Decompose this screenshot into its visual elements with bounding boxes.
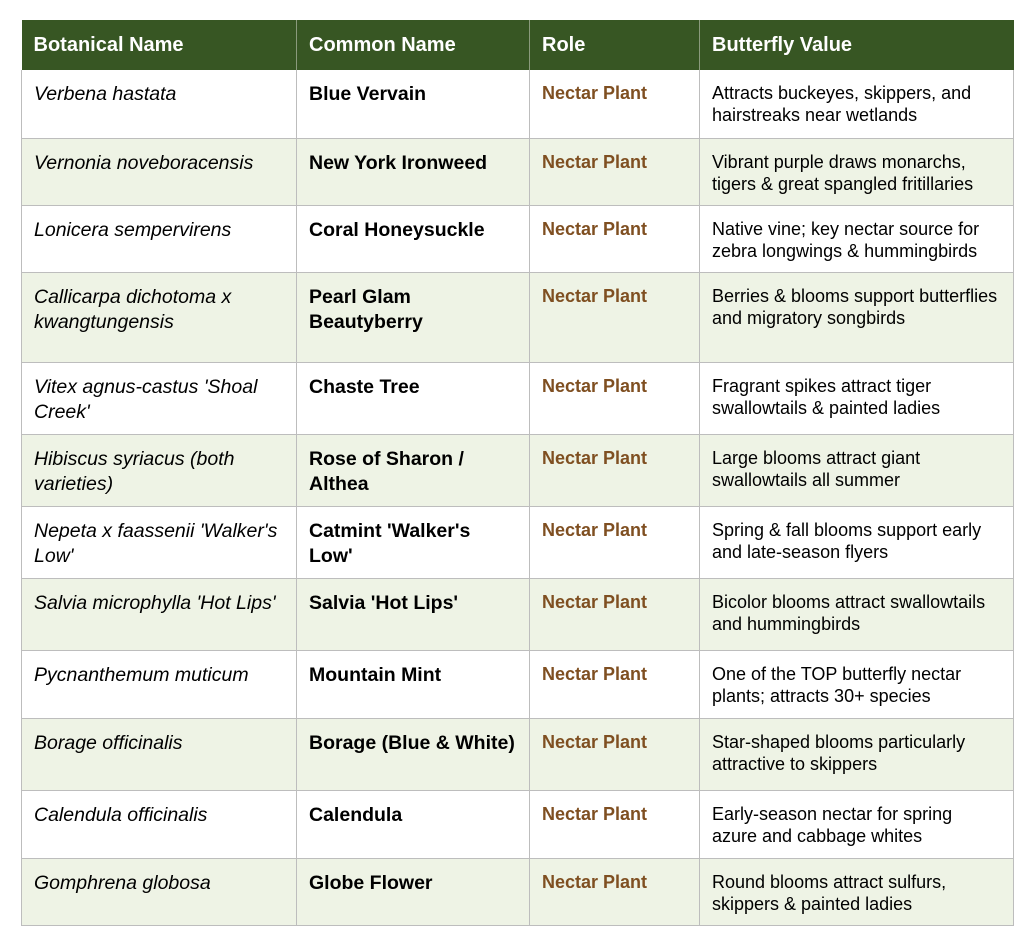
- butterfly-value-cell: Vibrant purple draws monarchs, tigers & great spangled fritillaries: [700, 138, 1014, 205]
- table-row: [22, 272, 1014, 362]
- table-body: [22, 70, 1014, 925]
- role-cell: Nectar Plant: [530, 138, 700, 205]
- role-cell: Nectar Plant: [530, 362, 700, 434]
- butterfly-plant-table: [21, 20, 1014, 926]
- role-cell: Nectar Plant: [530, 70, 700, 138]
- botanical-name-cell: Lonicera sempervirens: [22, 205, 297, 272]
- common-name-cell: Rose of Sharon / Althea: [297, 434, 530, 506]
- butterfly-value-cell: Early-season nectar for spring azure and cabbage whites: [700, 790, 1014, 858]
- botanical-name-cell: Verbena hastata: [22, 70, 297, 138]
- butterfly-value-cell: Star-shaped blooms particularly attractive to skippers: [700, 718, 1014, 790]
- header-common-name: Common Name: [297, 20, 530, 70]
- header-role: Role: [530, 20, 700, 70]
- common-name-cell: Mountain Mint: [297, 650, 530, 718]
- botanical-name-cell: Pycnanthemum muticum: [22, 650, 297, 718]
- butterfly-value-cell: Large blooms attract giant swallowtails all summer: [700, 434, 1014, 506]
- role-cell: Nectar Plant: [530, 578, 700, 650]
- common-name-cell: Catmint 'Walker's Low': [297, 506, 530, 578]
- table-row: [22, 362, 1014, 434]
- botanical-name-cell: Callicarpa dichotoma x kwangtungensis: [22, 272, 297, 362]
- table-header: [22, 20, 1014, 70]
- botanical-name-cell: Salvia microphylla 'Hot Lips': [22, 578, 297, 650]
- role-cell: Nectar Plant: [530, 272, 700, 362]
- butterfly-value-cell: Round blooms attract sulfurs, skippers & painted ladies: [700, 858, 1014, 925]
- table-row: [22, 506, 1014, 578]
- role-cell: Nectar Plant: [530, 790, 700, 858]
- role-cell: Nectar Plant: [530, 718, 700, 790]
- table-row: [22, 434, 1014, 506]
- butterfly-value-cell: Spring & fall blooms support early and late-season flyers: [700, 506, 1014, 578]
- botanical-name-cell: Borage officinalis: [22, 718, 297, 790]
- butterfly-value-cell: Native vine; key nectar source for zebra longwings & hummingbirds: [700, 205, 1014, 272]
- butterfly-value-cell: Fragrant spikes attract tiger swallowtails & painted ladies: [700, 362, 1014, 434]
- role-cell: Nectar Plant: [530, 434, 700, 506]
- botanical-name-cell: Hibiscus syriacus (both varieties): [22, 434, 297, 506]
- butterfly-value-cell: Berries & blooms support butterflies and migratory songbirds: [700, 272, 1014, 362]
- table-row: [22, 858, 1014, 925]
- botanical-name-cell: Vernonia noveboracensis: [22, 138, 297, 205]
- role-cell: Nectar Plant: [530, 650, 700, 718]
- header-row: [22, 20, 1014, 70]
- botanical-name-cell: Gomphrena globosa: [22, 858, 297, 925]
- common-name-cell: Coral Honeysuckle: [297, 205, 530, 272]
- common-name-cell: Borage (Blue & White): [297, 718, 530, 790]
- table-row: [22, 790, 1014, 858]
- common-name-cell: Chaste Tree: [297, 362, 530, 434]
- header-botanical-name: Botanical Name: [22, 20, 297, 70]
- botanical-name-cell: Nepeta x faassenii 'Walker's Low': [22, 506, 297, 578]
- role-cell: Nectar Plant: [530, 205, 700, 272]
- botanical-name-cell: Vitex agnus-castus 'Shoal Creek': [22, 362, 297, 434]
- butterfly-value-cell: One of the TOP butterfly nectar plants; attracts 30+ species: [700, 650, 1014, 718]
- table-row: [22, 205, 1014, 272]
- botanical-name-cell: Calendula officinalis: [22, 790, 297, 858]
- common-name-cell: Salvia 'Hot Lips': [297, 578, 530, 650]
- table-row: [22, 138, 1014, 205]
- role-cell: Nectar Plant: [530, 506, 700, 578]
- common-name-cell: Pearl Glam Beautyberry: [297, 272, 530, 362]
- role-cell: Nectar Plant: [530, 858, 700, 925]
- butterfly-value-cell: Attracts buckeyes, skippers, and hairstreaks near wetlands: [700, 70, 1014, 138]
- butterfly-value-cell: Bicolor blooms attract swallowtails and hummingbirds: [700, 578, 1014, 650]
- common-name-cell: New York Ironweed: [297, 138, 530, 205]
- header-butterfly-value: Butterfly Value: [700, 20, 1014, 70]
- common-name-cell: Calendula: [297, 790, 530, 858]
- table-row: [22, 718, 1014, 790]
- table-row: [22, 578, 1014, 650]
- table-row: [22, 70, 1014, 138]
- table-row: [22, 650, 1014, 718]
- common-name-cell: Blue Vervain: [297, 70, 530, 138]
- common-name-cell: Globe Flower: [297, 858, 530, 925]
